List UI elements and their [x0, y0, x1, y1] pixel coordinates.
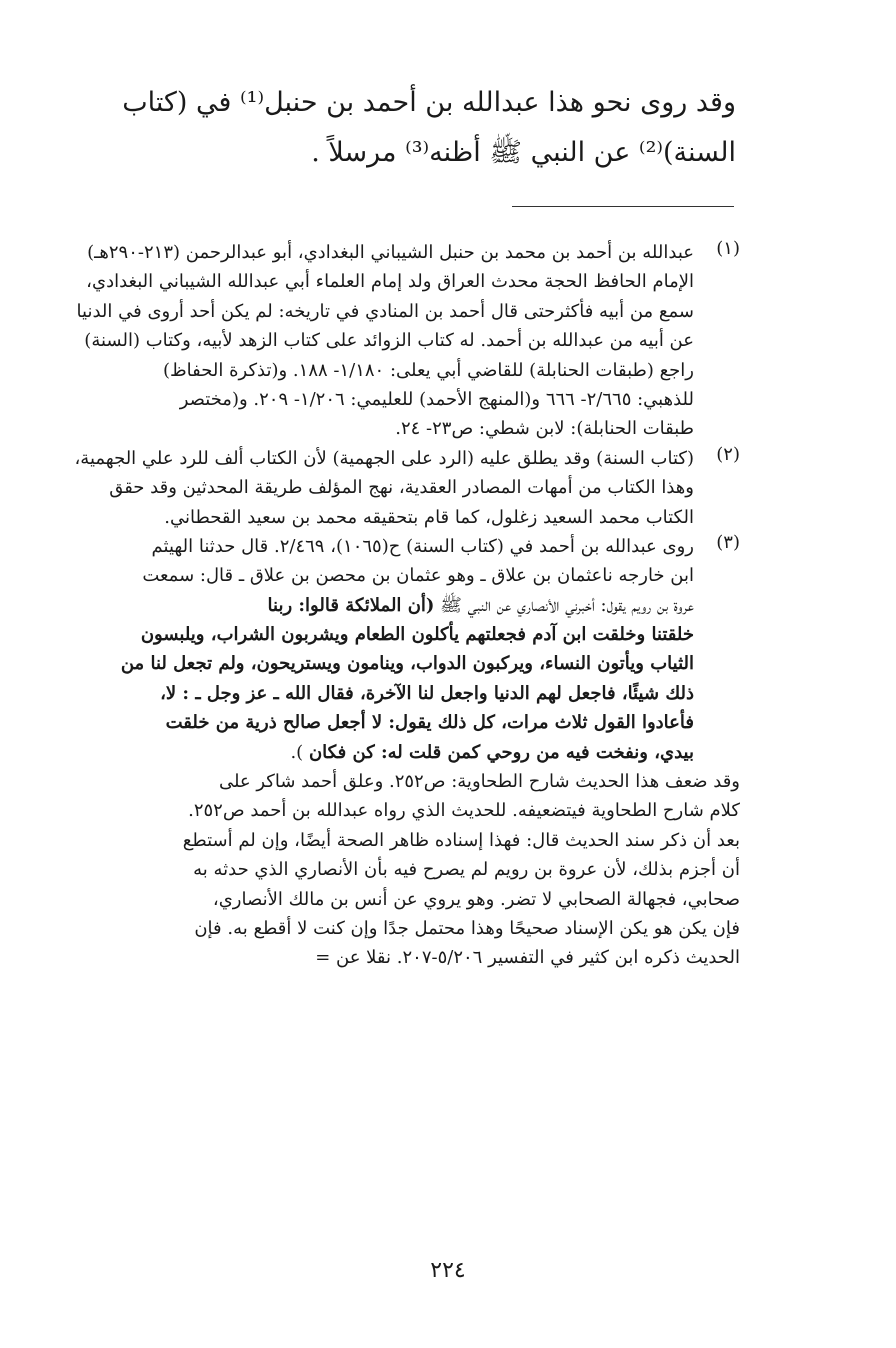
continuation-line: فإن يكن هو يكن الإسناد صحيحًا وهذا محتمل جدًا وإن كنت لا أقطع به. فإن — [194, 917, 740, 939]
footnote-line: روى عبدالله بن أحمد في (كتاب السنة) ح(١٠٦٥)، ٢/٤٦٩. قال حدثنا الهيثم — [151, 535, 694, 557]
main-text-line-1: وقد روى نحو هذا عبدالله بن أحمد بن حنبل⁽¹⁾ في (كتاب — [122, 87, 736, 118]
hadith-line: خلقتنا وخلقت ابن آدم فجعلتهم يأكلون الطعام ويشربون الشراب، ويلبسون — [140, 624, 694, 646]
hadith-line: ذلك شيئًا، فاجعل لهم الدنيا واجعل لنا الآخرة، فقال الله ـ عز وجل ـ : لا، — [160, 682, 694, 704]
hadith-close: ). — [290, 741, 304, 763]
footnote-line: الكتاب محمد السعيد زغلول، كما قام بتحقيقه محمد بن سعيد القحطاني. — [164, 506, 694, 528]
footnote-line: سمع من أبيه فأكثرحتى قال أحمد بن المنادي في تاريخه: لم يكن أحد أروى في الدنيا — [76, 300, 694, 322]
footnote-continuation — [60, 767, 740, 973]
footnote-line: عن أبيه من عبدالله بن أحمد. له كتاب الزوائد على كتاب الزهد لأبيه، وكتاب (السنة) — [84, 330, 694, 352]
continuation-line: بعد أن ذكر سند الحديث قال: فهذا إسناده ظاهر الصحة أيضًا، وإن لم أستطع — [182, 829, 740, 851]
main-text — [60, 78, 736, 178]
hadith-line: الثياب ويأتون النساء، ويركبون الدواب، وينامون ويستريحون، ولم تجعل لنا من — [120, 653, 694, 675]
footnote-line: ابن خارجه ناعثمان بن علاق ـ وهو عثمان بن محصن بن علاق ـ قال: سمعت — [142, 565, 694, 587]
footnote-line: الإمام الحافظ الحجة محدث العراق ولد إمام العلماء أبي عبدالله الشيباني البغدادي، — [86, 271, 694, 293]
footnote-line: راجع (طبقات الحنابلة) للقاضي أبي يعلى: ١/١٨٠- ١٨٨. و(تذكرة الحفاظ) — [163, 359, 694, 381]
continuation-line: صحابي، فجهالة الصحابي لا تضر. وهو يروي عن أنس بن مالك الأنصاري، — [212, 888, 740, 910]
footnote-3 — [60, 532, 740, 767]
footnote-number: (٣) — [716, 531, 740, 553]
footnote-line: (كتاب السنة) وقد يطلق عليه (الرد على الجهمية) لأن الكتاب ألف للرد علي الجهمية، — [74, 447, 694, 469]
footnote-line: وهذا الكتاب من أمهات المصادر العقدية، نهج المؤلف طريقة المحدثين وقد حقق — [109, 477, 694, 499]
page-number: ٢٢٤ — [430, 1258, 466, 1283]
hadith-line: فأعادوا القول ثلاث مرات، كل ذلك يقول: لا أجعل صالح ذرية من خلقت — [165, 712, 694, 734]
hadith-line — [60, 738, 694, 767]
footnote-line: للذهبي: ٢/٦٦٥- ٦٦٦ و(المنهج الأحمد) للعليمي: ١/٢٠٦- ٢٠٩. و(مختصر — [179, 388, 694, 410]
footnotes — [60, 238, 740, 973]
hadith-text: بيدي، ونفخت فيه من روحي كمن قلت له: كن فكان — [308, 741, 694, 763]
continuation-line: وقد ضعف هذا الحديث شارح الطحاوية: ص٢٥٢. وعلق أحمد شاكر على — [218, 771, 740, 793]
footnote-text: عروة بن رويم يقول: أخبرني الأنصاري عن النبي ﷺ — [440, 594, 694, 616]
continuation-line: أن أجزم بذلك، لأن عروة بن رويم لم يصرح فيه بأن الأنصاري الذي حدثه به — [193, 859, 740, 881]
footnote-separator — [512, 206, 734, 207]
footnote-1 — [60, 238, 740, 444]
main-text-line-2: السنة)⁽²⁾ عن النبي ﷺ أظنه⁽³⁾ مرسلاً . — [311, 137, 736, 168]
footnote-number: (٢) — [716, 443, 740, 465]
footnote-line — [60, 591, 694, 620]
footnote-number: (١) — [716, 238, 740, 259]
continuation-line: كلام شارح الطحاوية فيتضعيفه. للحديث الذي رواه عبدالله بن أحمد ص٢٥٢. — [188, 800, 740, 822]
hadith-text: (أن الملائكة قالوا: ربنا — [267, 594, 435, 616]
footnote-line: عبدالله بن أحمد بن محمد بن حنبل الشيباني البغدادي، أبو عبدالرحمن (٢١٣-٢٩٠هـ) — [87, 242, 694, 263]
continuation-line: الحديث ذكره ابن كثير في التفسير ٥/٢٠٦-٢٠٧. نقلا عن = — [315, 947, 740, 969]
footnote-line: طبقات الحنابلة): لابن شطي: ص٢٣- ٢٤. — [395, 418, 694, 440]
footnote-2 — [60, 444, 740, 532]
